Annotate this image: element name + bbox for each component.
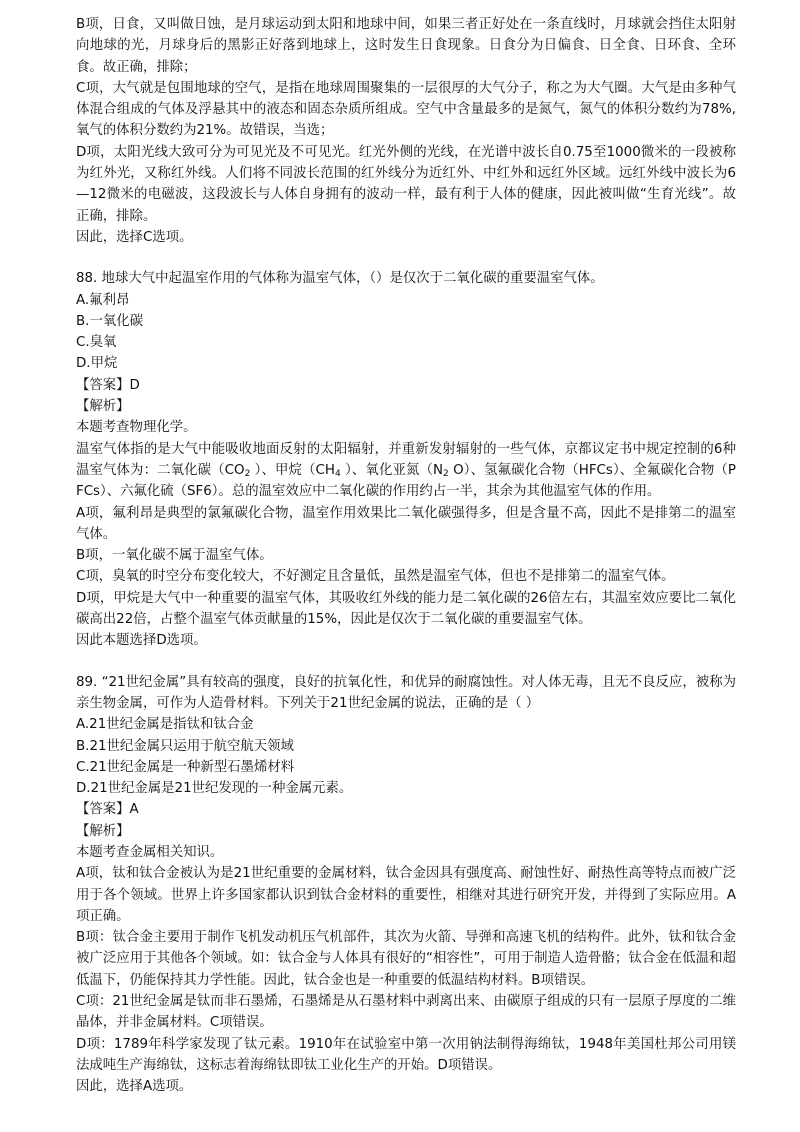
option-b: B.一氧化碳 (76, 313, 144, 329)
option-a: A.氟利昂 (76, 292, 130, 308)
answer: 【答案】D (76, 377, 140, 393)
analysis-label: 【解析】 (76, 399, 130, 415)
analysis-intro: 本题考查物理化学。 (76, 420, 197, 436)
option-d-analysis: D项，甲烷是大气中一种重要的温室气体，其吸收红外线的能力是二氧化碳的26倍左右，其温室效应要比二氧化碳高出22倍，占整个温室气体贡献量的15%，因此是仅次于二氧化碳的重要温室气体。 (76, 590, 736, 628)
option-c: C.21世纪金属是一种新型石墨烯材料 (76, 759, 295, 775)
option-d-analysis: D项，太阳光线大致可分为可见光及不可见光。红光外侧的光线，在光谱中波长自0.75至1000微米的一段被称为红外光，又称红外线。人们将不同波长范围的红外线分为近红外、中红外和远红外区域。远红外线中波长为6—12微米的电磁波，这段波长与人体自身拥有的波动一样，最有利于人体的健康，因此被叫做“生育光线”。故正确，排除。 (76, 144, 736, 224)
analysis-label: 【解析】 (76, 823, 130, 839)
greenhouse-gas-definition (76, 439, 736, 503)
answer: 【答案】A (76, 802, 139, 818)
document-page (76, 14, 736, 1098)
greenhouse-text-1: 温室气体指的是大气中能吸收地面反射的太阳辐射，并重新发射辐射的一些气体，京都议定书中规定控制的6种温室气体为：二氧化碳（CO (76, 441, 736, 478)
option-b-analysis: B项，一氧化碳不属于温室气体。 (76, 548, 273, 564)
option-a-analysis: A项，氟利昂是典型的氯氟碳化合物，温室作用效果比二氧化碳强得多，但是含量不高，因此不是排第二的温室气体。 (76, 505, 736, 542)
subscript-4: 4 (334, 468, 341, 479)
greenhouse-text-2: ）、甲烷（CH (250, 462, 335, 478)
option-c-analysis: C项：21世纪金属是钛而非石墨烯，石墨烯是从石墨材料中剥离出来、由碳原子组成的只有一层原子厚度的二维晶体，并非金属材料。C项错误。 (76, 994, 736, 1031)
option-c-analysis: C项，大气就是包围地球的空气，是指在地球周围聚集的一层很厚的大气分子，称之为大气圈。大气是由多种气体混合组成的气体及浮悬其中的液态和固态杂质所组成。空气中含量最多的是氮气，氮气的体积分数约为78%,氧气的体积分数约为21%。故错误，当选； (76, 80, 736, 139)
greenhouse-text-3: ）、氧化亚氮（N (340, 462, 444, 478)
question-stem: 89. “21世纪金属”具有较高的强度，良好的抗氧化性，和优异的耐腐蚀性。对人体无毒，且无不良反应，被称为亲生物金属，可作为人造骨材料。下列关于21世纪金属的说法，正确的是（ ） (76, 674, 736, 711)
subscript-2: 2 (244, 468, 251, 479)
question-stem: 88. 地球大气中起温室作用的气体称为温室气体，（）是仅次于二氧化碳的重要温室气体。 (76, 271, 604, 287)
option-b-analysis: B项：钛合金主要用于制作飞机发动机压气机部件，其次为火箭、导弹和高速飞机的结构件。此外，钛和钛合金被广泛应用于其他各个领域。如：钛合金与人体具有很好的“相容性”，可用于制造人造骨骼；钛合金在低温和超低温下，仍能保持其力学性能。因此，钛合金也是一种重要的低温结构材料。B项错误。 (76, 930, 736, 988)
conclusion: 因此，选择C选项。 (76, 229, 193, 245)
option-b: B.21世纪金属只运用于航空航天领域 (76, 738, 294, 754)
question-89 (76, 672, 736, 1098)
conclusion: 因此本题选择D选项。 (76, 633, 207, 649)
analysis-intro: 本题考查金属相关知识。 (76, 844, 224, 860)
option-c: C.臭氧 (76, 335, 117, 351)
subscript-2b: 2 (443, 468, 449, 479)
option-d-analysis: D项：1789年科学家发现了钛元素。1910年在试验室中第一次用钠法制得海绵钛，1948年美国杜邦公司用镁法成吨生产海绵钛，这标志着海绵钛即钛工业化生产的开始。D项错误。 (76, 1036, 736, 1073)
option-d: D.21世纪金属是21世纪发现的一种金属元素。 (76, 781, 353, 797)
option-b-analysis: B项，日食，又叫做日蚀，是月球运动到太阳和地球中间，如果三者正好处在一条直线时，月球就会挡住太阳射向地球的光，月球身后的黑影正好落到地球上，这时发生日食现象。日食分为日偏食、日全食、日环食、全环食。故正确，排除； (76, 17, 736, 75)
option-d: D.甲烷 (76, 356, 118, 372)
greenhouse-text-4: O）、氢氟碳化合物（HFCs）、全氟碳化合物（PFCs）、六氟化硫（SF6）。总的温室效应中二氧化碳的作用约占一半，其余为其他温室气体的作用。 (76, 462, 736, 500)
option-c-analysis: C项，臭氧的时空分布变化较大，不好测定且含量低，虽然是温室气体，但也不是排第二的温室气体。 (76, 569, 675, 585)
conclusion: 因此，选择A选项。 (76, 1079, 193, 1095)
option-a: A.21世纪金属是指钛和钛合金 (76, 717, 254, 733)
previous-question-analysis (76, 14, 736, 248)
question-88 (76, 268, 736, 651)
option-a-analysis: A项，钛和钛合金被认为是21世纪重要的金属材料，钛合金因具有强度高、耐蚀性好、耐热性高等特点而被广泛用于各个领域。世界上许多国家都认识到钛合金材料的重要性，相继对其进行研究开发，并得到了实际应用。A项正确。 (76, 866, 736, 924)
